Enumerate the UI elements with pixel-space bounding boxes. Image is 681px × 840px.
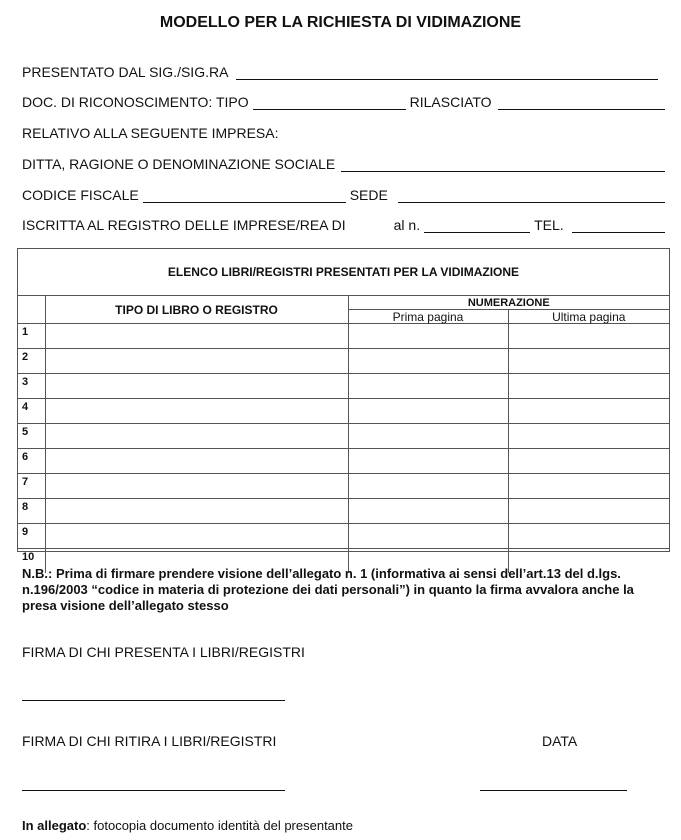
tipo-cell[interactable] (45, 424, 348, 449)
al-n-input[interactable] (424, 218, 530, 233)
ultima-pagina-cell[interactable] (508, 399, 669, 424)
row-number: 9 (18, 524, 45, 549)
prima-pagina-cell[interactable] (348, 499, 508, 524)
table-row (18, 449, 669, 474)
rilasciato-label: RILASCIATO (409, 94, 492, 110)
tipo-cell[interactable] (45, 474, 348, 499)
ultima-pagina-cell[interactable] (508, 374, 669, 399)
ultima-pagina-cell[interactable] (508, 424, 669, 449)
rilasciato-input[interactable] (498, 95, 665, 110)
tipo-cell[interactable] (45, 449, 348, 474)
field-relativo (22, 123, 665, 141)
col-prima-header: Prima pagina (348, 310, 508, 324)
registri-table-box (17, 248, 670, 563)
codice-fiscale-label: CODICE FISCALE (22, 187, 139, 203)
tipo-cell[interactable] (45, 374, 348, 399)
prima-pagina-cell[interactable] (348, 474, 508, 499)
col-ultima-header: Ultima pagina (508, 310, 669, 324)
field-presentato (22, 62, 665, 80)
prima-pagina-cell[interactable] (348, 399, 508, 424)
ultima-pagina-cell[interactable] (508, 449, 669, 474)
field-codice-sede (22, 185, 665, 203)
table-row (18, 524, 669, 549)
privacy-note: N.B.: Prima di firmare prendere visione dell’allegato n. 1 (informativa ai sensi dell’art.13 del d.lgs. n.196/2003 “codice in materia di protezione dei dati personali”) in quanto la firma avvalora anche la presa visione dell’allegato stesso (22, 566, 634, 613)
allegato-label: In allegato (22, 818, 87, 833)
table-row (18, 499, 669, 524)
codice-fiscale-input[interactable] (143, 188, 346, 203)
row-number: 7 (18, 474, 45, 499)
row-number: 3 (18, 374, 45, 399)
prima-pagina-cell[interactable] (348, 324, 508, 349)
data-label: DATA (542, 733, 578, 749)
ultima-pagina-cell[interactable] (508, 474, 669, 499)
page-title: MODELLO PER LA RICHIESTA DI VIDIMAZIONE (159, 14, 522, 31)
ditta-label: DITTA, RAGIONE O DENOMINAZIONE SOCIALE (22, 156, 336, 172)
tipo-cell[interactable] (45, 524, 348, 549)
doc-tipo-label: DOC. DI RICONOSCIMENTO: TIPO (22, 94, 249, 110)
data-line[interactable] (480, 790, 627, 791)
field-iscritta (22, 215, 665, 233)
prima-pagina-cell[interactable] (348, 374, 508, 399)
doc-tipo-input[interactable] (253, 95, 406, 110)
firma-ritira-label: FIRMA DI CHI RITIRA I LIBRI/REGISTRI (22, 733, 277, 749)
row-number: 5 (18, 424, 45, 449)
row-number: 6 (18, 449, 45, 474)
iscritta-label: ISCRITTA AL REGISTRO DELLE IMPRESE/REA DI (22, 217, 346, 233)
presentato-label: PRESENTATO DAL SIG./SIG.RA (22, 64, 229, 80)
prima-pagina-cell[interactable] (348, 449, 508, 474)
row-number: 8 (18, 499, 45, 524)
table-heading: ELENCO LIBRI/REGISTRI PRESENTATI PER LA VIDIMAZIONE (18, 249, 669, 296)
table-row (18, 374, 669, 399)
row-number: 4 (18, 399, 45, 424)
col-numerazione-header: NUMERAZIONE (348, 296, 669, 310)
al-n-label: al n. (393, 217, 421, 233)
allegato-text: : fotocopia documento identità del presentante (86, 818, 353, 833)
tipo-cell[interactable] (45, 499, 348, 524)
col-num-blank (18, 296, 45, 324)
table-row (18, 424, 669, 449)
tipo-cell[interactable] (45, 324, 348, 349)
field-ditta (22, 154, 665, 172)
table-row (18, 474, 669, 499)
col-tipo-header: TIPO DI LIBRO O REGISTRO (45, 296, 348, 324)
tel-input[interactable] (572, 218, 665, 233)
prima-pagina-cell[interactable] (348, 524, 508, 549)
row-number: 1 (18, 324, 45, 349)
table-row (18, 399, 669, 424)
field-documento (22, 92, 665, 110)
row-number: 10 (18, 549, 45, 574)
allegato-note (22, 818, 353, 833)
ultima-pagina-cell[interactable] (508, 524, 669, 549)
row-number: 2 (18, 349, 45, 374)
tipo-cell[interactable] (45, 399, 348, 424)
tel-label: TEL. (534, 217, 564, 233)
ditta-input[interactable] (341, 157, 665, 172)
relativo-label: RELATIVO ALLA SEGUENTE IMPRESA: (22, 125, 279, 141)
prima-pagina-cell[interactable] (348, 349, 508, 374)
ultima-pagina-cell[interactable] (508, 349, 669, 374)
table-row (18, 324, 669, 349)
table-row (18, 349, 669, 374)
ultima-pagina-cell[interactable] (508, 499, 669, 524)
sede-input[interactable] (398, 188, 665, 203)
presentato-input[interactable] (236, 65, 658, 80)
sede-label: SEDE (349, 187, 388, 203)
ultima-pagina-cell[interactable] (508, 324, 669, 349)
registri-table (18, 296, 669, 573)
firma-presenta-label: FIRMA DI CHI PRESENTA I LIBRI/REGISTRI (22, 644, 305, 660)
firma-presenta-line[interactable] (22, 700, 285, 701)
firma-ritira-line[interactable] (22, 790, 285, 791)
tipo-cell[interactable] (45, 349, 348, 374)
prima-pagina-cell[interactable] (348, 424, 508, 449)
